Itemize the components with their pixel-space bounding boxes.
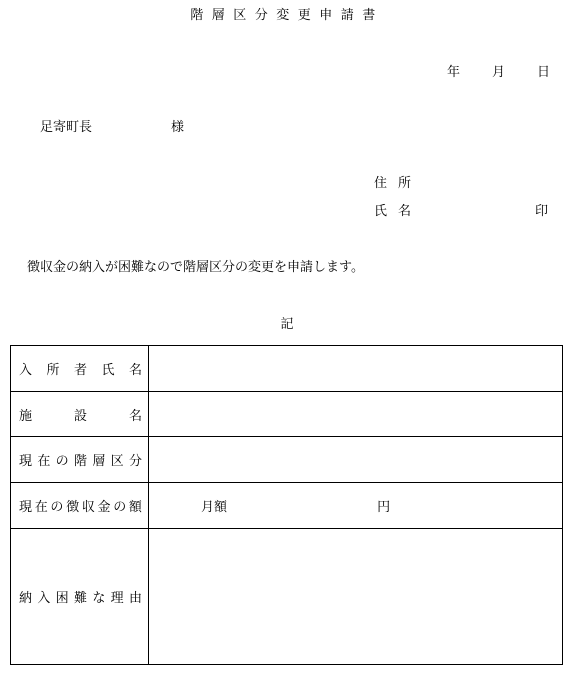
row-label-current-tier xyxy=(19,450,148,469)
label-char: 現 xyxy=(19,454,33,469)
label-char: 現 xyxy=(19,500,33,515)
label-char: 氏 xyxy=(101,363,115,378)
table-row xyxy=(11,346,563,392)
label-cell xyxy=(11,392,149,437)
table-row xyxy=(11,529,563,665)
label-char: 額 xyxy=(128,500,142,515)
row-label-facility-name xyxy=(19,405,148,424)
monthly-amount-label: 月額 xyxy=(201,500,228,515)
date-month: 月 xyxy=(492,65,506,80)
current-fee-field[interactable] xyxy=(149,483,563,529)
label-char: 理 xyxy=(110,591,124,606)
date-day: 日 xyxy=(537,65,551,80)
label-char: 設 xyxy=(73,408,87,424)
honorific: 様 xyxy=(171,120,185,135)
label-cell xyxy=(11,437,149,483)
addressee: 足寄町長 xyxy=(40,120,93,135)
label-char: な xyxy=(92,591,106,606)
application-statement: 徴収金の納入が困難なので階層区分の変更を申請します。 xyxy=(27,260,364,275)
label-cell xyxy=(11,346,149,392)
reason-field[interactable] xyxy=(149,529,563,665)
label-char: 在 xyxy=(34,500,48,515)
table-row xyxy=(11,437,563,483)
label-char: 在 xyxy=(37,454,51,469)
row-label-current-fee xyxy=(19,496,148,515)
current-tier-field[interactable] xyxy=(149,437,563,483)
label-char: 層 xyxy=(92,454,106,469)
label-char: 所 xyxy=(46,363,60,378)
resident-name-field[interactable] xyxy=(149,346,563,392)
table-row xyxy=(11,392,563,437)
facility-name-field[interactable] xyxy=(149,392,563,437)
label-cell xyxy=(11,529,149,665)
document-title: 階層区分変更申請書 xyxy=(190,8,384,23)
label-char: 階 xyxy=(73,454,87,469)
label-char: の xyxy=(50,500,64,515)
row-label-resident-name xyxy=(19,359,148,378)
label-cell xyxy=(11,483,149,529)
label-char: の xyxy=(55,454,69,469)
label-char: 施 xyxy=(19,408,33,424)
label-char: 徴 xyxy=(66,500,80,515)
table-row xyxy=(11,483,563,529)
label-char: 困 xyxy=(55,591,69,606)
label-char: 納 xyxy=(19,591,33,606)
seal-mark: 印 xyxy=(535,204,549,219)
label-char: 区 xyxy=(110,454,124,469)
name-label: 氏名 xyxy=(374,204,423,219)
label-char: 収 xyxy=(81,500,95,515)
label-char: 名 xyxy=(128,408,142,424)
label-char: 分 xyxy=(128,454,142,469)
label-char: 入 xyxy=(19,363,33,378)
label-char: 金 xyxy=(97,500,111,515)
label-char: の xyxy=(113,500,127,515)
yen-unit-label: 円 xyxy=(377,500,391,515)
row-label-reason xyxy=(19,587,148,606)
label-char: 者 xyxy=(73,363,87,378)
label-char: 由 xyxy=(128,591,142,606)
label-char: 名 xyxy=(128,363,142,378)
application-form-table xyxy=(10,345,563,665)
label-char: 難 xyxy=(73,591,87,606)
address-label: 住所 xyxy=(374,176,423,191)
label-char: 入 xyxy=(37,591,51,606)
date-year: 年 xyxy=(447,65,461,80)
ki-heading: 記 xyxy=(280,317,294,332)
